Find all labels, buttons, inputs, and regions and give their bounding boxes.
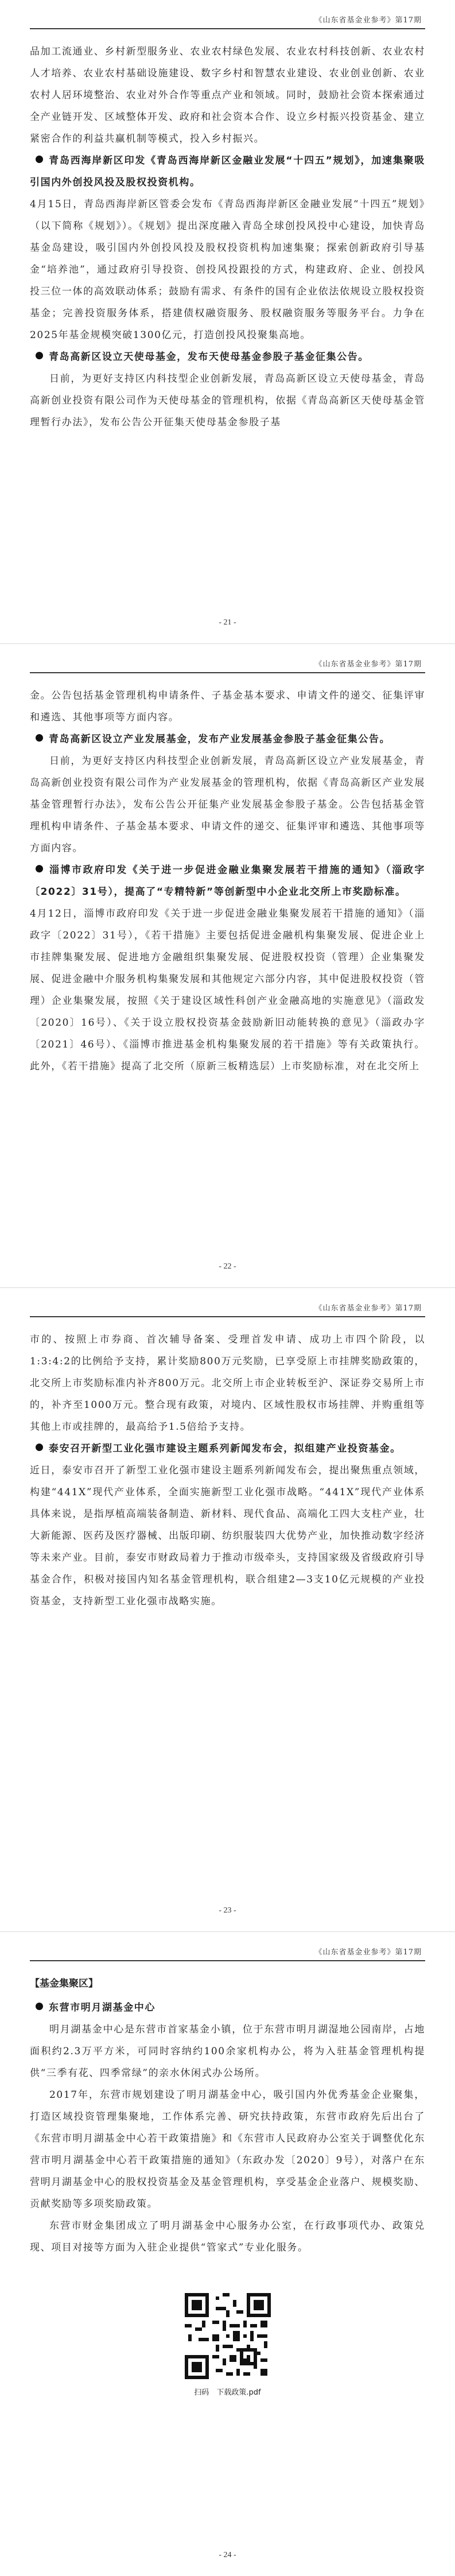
- news-headline: [30, 1997, 425, 2019]
- bullet-dot-icon: [36, 1444, 43, 1451]
- page-23: [0, 1288, 455, 1932]
- news-headline: [30, 1438, 425, 1460]
- page-number: - 21 -: [219, 618, 236, 627]
- paragraph: 4月15日，青岛西海岸新区管委会发布《青岛西海岸新区金融业发展“十四五”规划》（以下简称《规划》）。《规划》提出深度融入青岛全球创投风投中心建设，加快青岛基金岛建设，吸引国内外创投风投及股权投资机构加速集聚；探索创新政府引导基金“培养池”，通过政府引导投资、创投风投跟投的方式，构建政府、企业、创投风投三位一体的高效联动体系；鼓励有需求、有条件的国有企业依法依规设立股权投资基金；完善投资服务体系，搭建债权融资服务、股权融资服务等服务平台。力争在2025年基金规模突破1300亿元，打造创投风投聚集高地。: [30, 199, 425, 341]
- paragraph: 日前，为更好支持区内科技型企业创新发展，青岛高新区设立天使母基金，青岛高新创业投资有限公司作为天使母基金的管理机构，依据《青岛高新区天使母基金管理暂行办法》，发布公告公开征集天使母基金参股子基: [30, 373, 425, 428]
- paragraph: 日前，为更好支持区内科技型企业创新发展，青岛高新区设立产业发展基金，青岛高新创业投资有限公司作为产业发展基金的管理机构，依据《青岛高新区产业发展基金管理暂行办法》，发布公告公开征集产业发展基金参股子基金。公告包括基金管理机构申请条件、子基金基本要求、申请文件的递交、征集评审和遴选、其他事项等方面内容。: [30, 755, 425, 854]
- headline-text: 东营市明月湖基金中心: [49, 2002, 155, 2014]
- headline-text: 青岛西海岸新区印发《青岛西海岸新区金融业发展“十四五”规划》，加速集聚吸引国内外创投风投及股权投资机构。: [30, 155, 425, 188]
- running-head: 《山东省基金业参考》第17期: [30, 658, 425, 673]
- bullet-dot-icon: [36, 734, 43, 742]
- paragraph: 明月湖基金中心是东营市首家基金小镇，位于东营市明月湖湿地公园南岸，占地面积约2.3万平方米，可同时容纳约100余家机构办公，将为入驻基金管理机构提供“三季有花、四季常绿”的亲水休闲式办公场所。: [30, 2024, 425, 2079]
- headline-text: 泰安召开新型工业化强市建设主题系列新闻发布会，拟组建产业投资基金。: [49, 1443, 401, 1454]
- paragraph: 市的、按照上市券商、首次辅导备案、受理首发申请、成功上市四个阶段，以1:3:4:2的比例给予支持，累计奖励800万元奖励，已享受原上市挂牌奖励政策的，北交所上市奖励标准内补齐800万元。北交所上市企业转板至沪、深证券交易所上市的，补齐至1000万元。整合现有政策，对境内、区域性股权市场挂牌、并购重组等其他上市或挂牌的，最高给予1.5倍给予支持。: [30, 1334, 425, 1433]
- news-headline: [30, 859, 425, 903]
- paragraph: 2017年，东营市规划建设了明月湖基金中心，吸引国内外优秀基金企业聚集，打造区域投资管理集聚地，工作体系完善、研究扶持政策，东营市政府先后出台了《东营市明月湖基金中心若干政策措施》和《东营市人民政府办公室关于调整优化东营市明月湖基金中心若干政策措施的通知》（东政办发〔2020〕9号），对落户在东营明月湖基金中心的股权投资基金及基金管理机构，享受基金企业落户、规模奖励、贡献奖励等多项奖励政策。: [30, 2089, 425, 2210]
- paragraph: 4月12日，淄博市政府印发《关于进一步促进金融业集聚发展若干措施的通知》（淄政字〔2022〕31号），《若干措施》主要包括促进金融机构集聚发展、促进企业上市挂牌集聚发展、促进地方金融组织集聚发展、促进股权投资（管理）企业集聚发展、促进金融中介服务机构集聚发展和其他规定六部分内容，其中促进股权投资（管理）企业集聚发展，按照《关于建设区域性科创产业金融高地的实施意见》（淄政发〔2020〕16号）、《关于设立股权投资基金鼓励新旧动能转换的意见》（淄政办字〔2021〕46号）、《淄博市推进基金机构集聚发展的若干措施》等有关政策执行。此外，《若干措施》提高了北交所（原新三板精选层）上市奖励标准，对在北交所上: [30, 908, 425, 1072]
- page-22: [0, 644, 455, 1288]
- bullet-dot-icon: [36, 865, 43, 872]
- paragraph: 品加工流通业、乡村新型服务业、农业农村绿色发展、农业农村科技创新、农业农村人才培养、农业农村基础设施建设、数字乡村和智慧农业建设、农业创业创新、农业农村人居环境整治、农业对外合作等重点产业和领域。同时，鼓励社会资本探索通过全产业链开发、区域整体开发、政府和社会资本合作、设立乡村振兴投资基金、建立紧密合作的利益共赢机制等模式，投入乡村振兴。: [30, 46, 425, 145]
- headline-text: 青岛高新区设立产业发展基金，发布产业发展基金参股子基金征集公告。: [49, 734, 391, 745]
- running-head: 《山东省基金业参考》第17期: [30, 1946, 425, 1961]
- page-21: [0, 0, 455, 644]
- news-headline: [30, 346, 425, 368]
- page-number: - 22 -: [219, 1262, 236, 1271]
- qr-caption: 扫码 下载政策.pdf: [194, 2388, 261, 2397]
- running-head: 《山东省基金业参考》第17期: [30, 14, 425, 29]
- paragraph: 金。公告包括基金管理机构申请条件、子基金基本要求、申请文件的递交、征集评审和遴选、其他事项等方面内容。: [30, 690, 425, 723]
- bullet-dot-icon: [36, 2003, 43, 2010]
- running-head: 《山东省基金业参考》第17期: [30, 1302, 425, 1317]
- news-headline: [30, 150, 425, 193]
- bullet-dot-icon: [36, 156, 43, 163]
- page-number: - 23 -: [219, 1906, 236, 1915]
- page-24: [0, 1932, 455, 2576]
- section-label: 【基金集聚区】: [30, 1978, 98, 1989]
- bullet-dot-icon: [36, 352, 43, 359]
- qr-block: [30, 2293, 425, 2397]
- paragraph: 近日，泰安市召开了新型工业化强市建设主题系列新闻发布会，提出聚焦重点领域，构建“441X”现代产业体系，全面实施新型工业化强市战略。“441X”现代产业体系具体来说，是指厚植高端装备制造、新材料、现代食品、高端化工四大支柱产业，壮大新能源、医药及医疗器械、出版印刷、纺织服装四大优势产业，加快推动数字经济等未来产业。目前，泰安市财政局着力于推动市级牵头，支持国家级及省级政府引导基金合作，积极对接国内知名基金管理机构，联合组建2—3支10亿元规模的产业投资基金，支持新型工业化强市战略实施。: [30, 1465, 425, 1607]
- headline-text: 青岛高新区设立天使母基金，发布天使母基金参股子基金征集公告。: [49, 351, 369, 363]
- paragraph: 东营市财金集团成立了明月湖基金中心服务办公室，在行政事项代办、政策兑现、项目对接等方面为入驻企业提供“管家式”专业化服务。: [30, 2220, 425, 2253]
- qr-code-icon[interactable]: [185, 2293, 271, 2379]
- headline-text: 淄博市政府印发《关于进一步促进金融业集聚发展若干措施的通知》（淄政字〔2022〕31号），提高了“专精特新”等创新型中小企业北交所上市奖励标准。: [30, 864, 425, 898]
- page-number: - 24 -: [219, 2551, 236, 2559]
- news-headline: [30, 728, 425, 750]
